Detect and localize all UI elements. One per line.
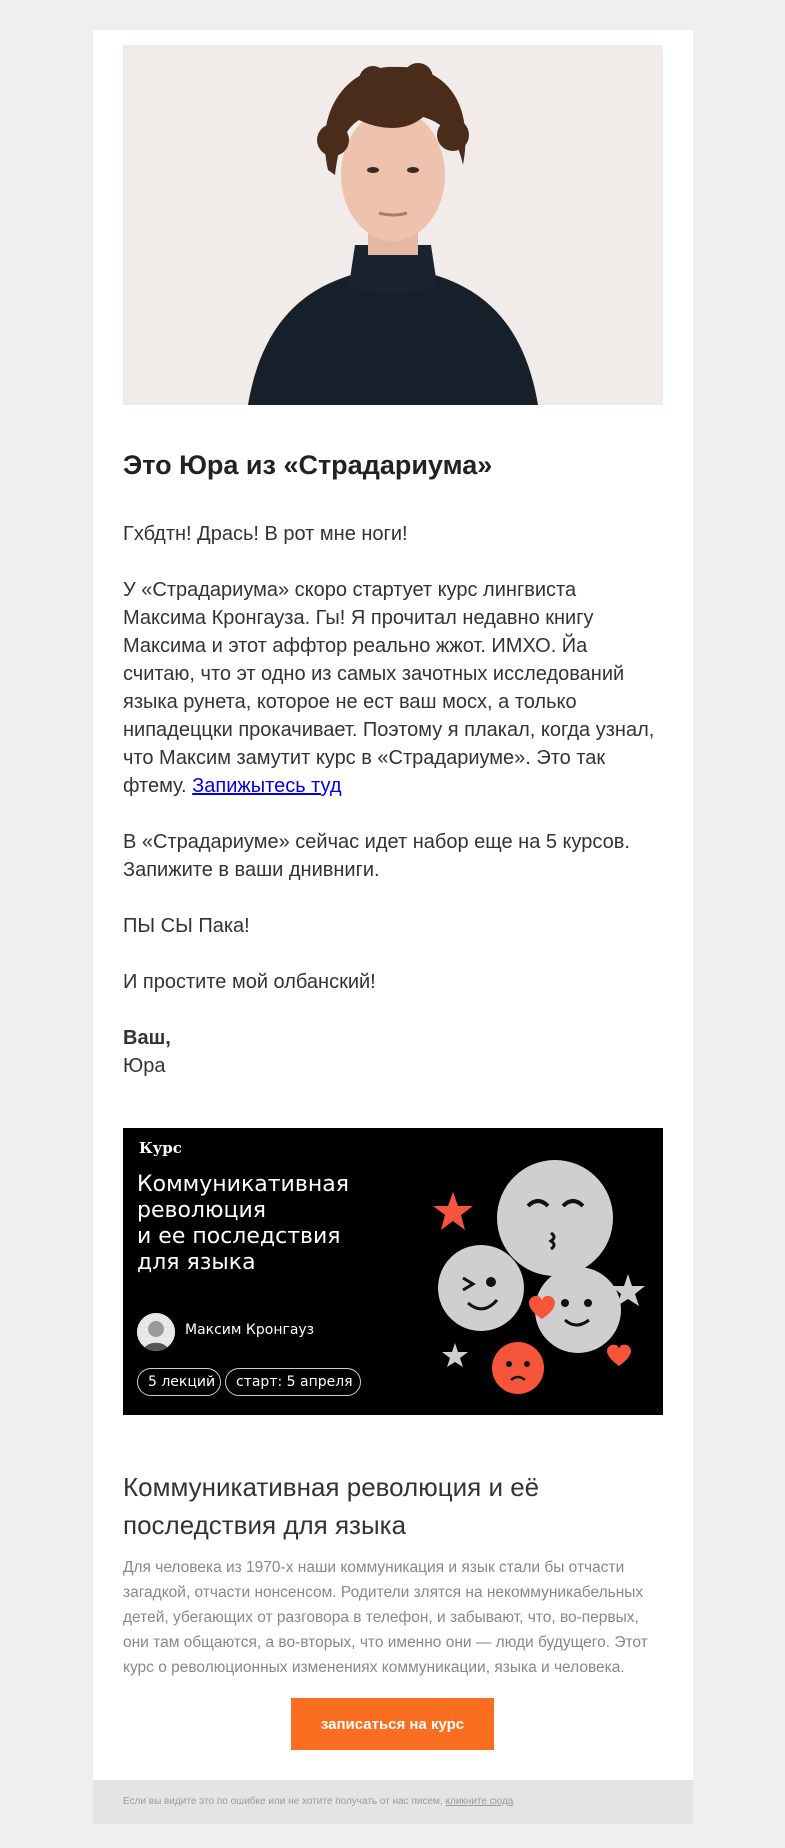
smiley-face-icon (492, 1342, 544, 1394)
signup-link[interactable]: Запижытесь туд (192, 775, 342, 797)
email-card (93, 30, 693, 1780)
banner-title-line: для языка (137, 1250, 256, 1275)
star-icon (433, 1192, 473, 1230)
course-title: Коммуникативная революция и её последствия для языка (123, 1472, 540, 1540)
body-text: У «Страдариума» скоро стартует курс лингвиста Максима Кронгауза. Гы! Я прочитал недавно книгу Максима и этот аффтор реально жжот. ИМХО. Йа считаю, что эт одно из самых зачотных исследований языка рунета, которое не ест ваш мосх, а только нипадеццки прокачивает. Поэтому я плакал, когда узнал, что Максим замутит курс в «Страдариуме». Это так фтему. (123, 579, 655, 797)
lectures-badge: 5 лекций (137, 1368, 221, 1396)
letter-body (123, 520, 663, 1080)
smiley-face-icon (497, 1160, 613, 1276)
heart-icon (607, 1345, 631, 1366)
banner-title (137, 1172, 367, 1276)
ps-text: ПЫ СЫ Пака! (123, 915, 250, 937)
body-paragraph (123, 576, 663, 800)
banner-author: Максим Кронгауз (185, 1322, 315, 1338)
enrollment-text: В «Страдариуме» сейчас идет набор еще на 5 курсов. Запижите в ваши днивниги. (123, 831, 630, 881)
avatar (137, 1313, 175, 1351)
footer-text (123, 1796, 513, 1807)
letter-heading: Это Юра из «Страдариума» (123, 450, 493, 480)
unsubscribe-link[interactable]: кликните сюда (445, 1796, 514, 1807)
banner-title-line: Коммуникативная (137, 1172, 349, 1197)
greeting-text: Гхбдтн! Дрась! В рот мне ноги! (123, 523, 408, 545)
signature-block (123, 1024, 663, 1080)
star-icon (442, 1343, 468, 1367)
enroll-button[interactable]: записаться на курс (291, 1698, 494, 1750)
email-footer (93, 1780, 693, 1824)
portrait-photo (123, 45, 663, 405)
sign-off: Ваш, (123, 1027, 171, 1049)
course-banner[interactable] (123, 1128, 663, 1415)
banner-title-line: и ее последствия (137, 1224, 341, 1249)
emoji-illustration (423, 1148, 663, 1398)
footer-notice: Если вы видите это по ошибке или не хотите получать от нас писем, (123, 1796, 443, 1807)
apology-text: И простите мой олбанский! (123, 971, 376, 993)
banner-title-line: революция (137, 1198, 267, 1223)
signature-name: Юра (123, 1055, 166, 1077)
start-date-badge: старт: 5 апреля (225, 1368, 361, 1396)
smiley-face-icon (438, 1245, 524, 1331)
course-description: Для человека из 1970-х наши коммуникация и язык стали бы отчасти загадкой, отчасти нонсенсом. Родители злятся на некоммуникабельных детей, убегающих от разговора в телефон, и забывают, что, во-первых, они там общаются, а во-вторых, что именно они — люди будущего. Этот курс о революционных изменениях коммуникации, языка и человека. (123, 1559, 648, 1676)
banner-tag: Курс (139, 1139, 182, 1157)
